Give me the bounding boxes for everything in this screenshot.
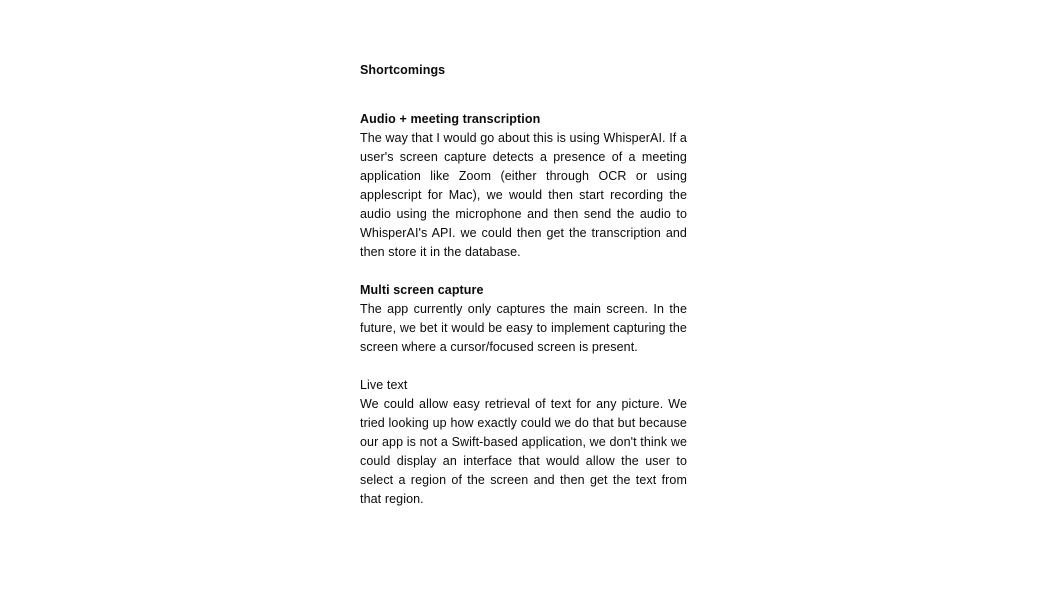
- section-heading: Multi screen capture: [360, 283, 484, 297]
- section: [360, 281, 687, 357]
- paragraph-line: user's screen capture detects a presence of a meeting: [360, 150, 687, 164]
- paragraph-line: could display an interface that would allow the user to: [360, 454, 687, 468]
- paragraph-line: tried looking up how exactly could we do that but because: [360, 416, 687, 430]
- document-body: [360, 61, 687, 509]
- paragraph-line: screen where a cursor/focused screen is present.: [360, 340, 638, 354]
- paragraph-line: future, we bet it would be easy to implement capturing the: [360, 321, 687, 335]
- paragraph-line: our app is not a Swift-based application, we don't think we: [360, 435, 687, 449]
- section: [360, 110, 687, 262]
- paragraph-line: application like Zoom (either through OCR or using: [360, 169, 687, 183]
- paragraph-line: The app currently only captures the main screen. In the: [360, 302, 687, 316]
- sections: [360, 110, 687, 509]
- section-heading: Live text: [360, 378, 408, 392]
- paragraph-line: WhisperAI's API. we could then get the transcription and: [360, 226, 687, 240]
- paragraph-line: applescript for Mac), we would then start recording the: [360, 188, 687, 202]
- section-heading: Audio + meeting transcription: [360, 112, 541, 126]
- paragraph-line: The way that I would go about this is using WhisperAI. If a: [360, 131, 687, 145]
- paragraph-line: that region.: [360, 492, 424, 506]
- paragraph-line: We could allow easy retrieval of text for any picture. We: [360, 397, 687, 411]
- document-title: Shortcomings: [360, 63, 446, 77]
- paragraph-line: then store it in the database.: [360, 245, 521, 259]
- paragraph-line: audio using the microphone and then send the audio to: [360, 207, 687, 221]
- paragraph-line: select a region of the screen and then get the text from: [360, 473, 687, 487]
- section: [360, 376, 687, 509]
